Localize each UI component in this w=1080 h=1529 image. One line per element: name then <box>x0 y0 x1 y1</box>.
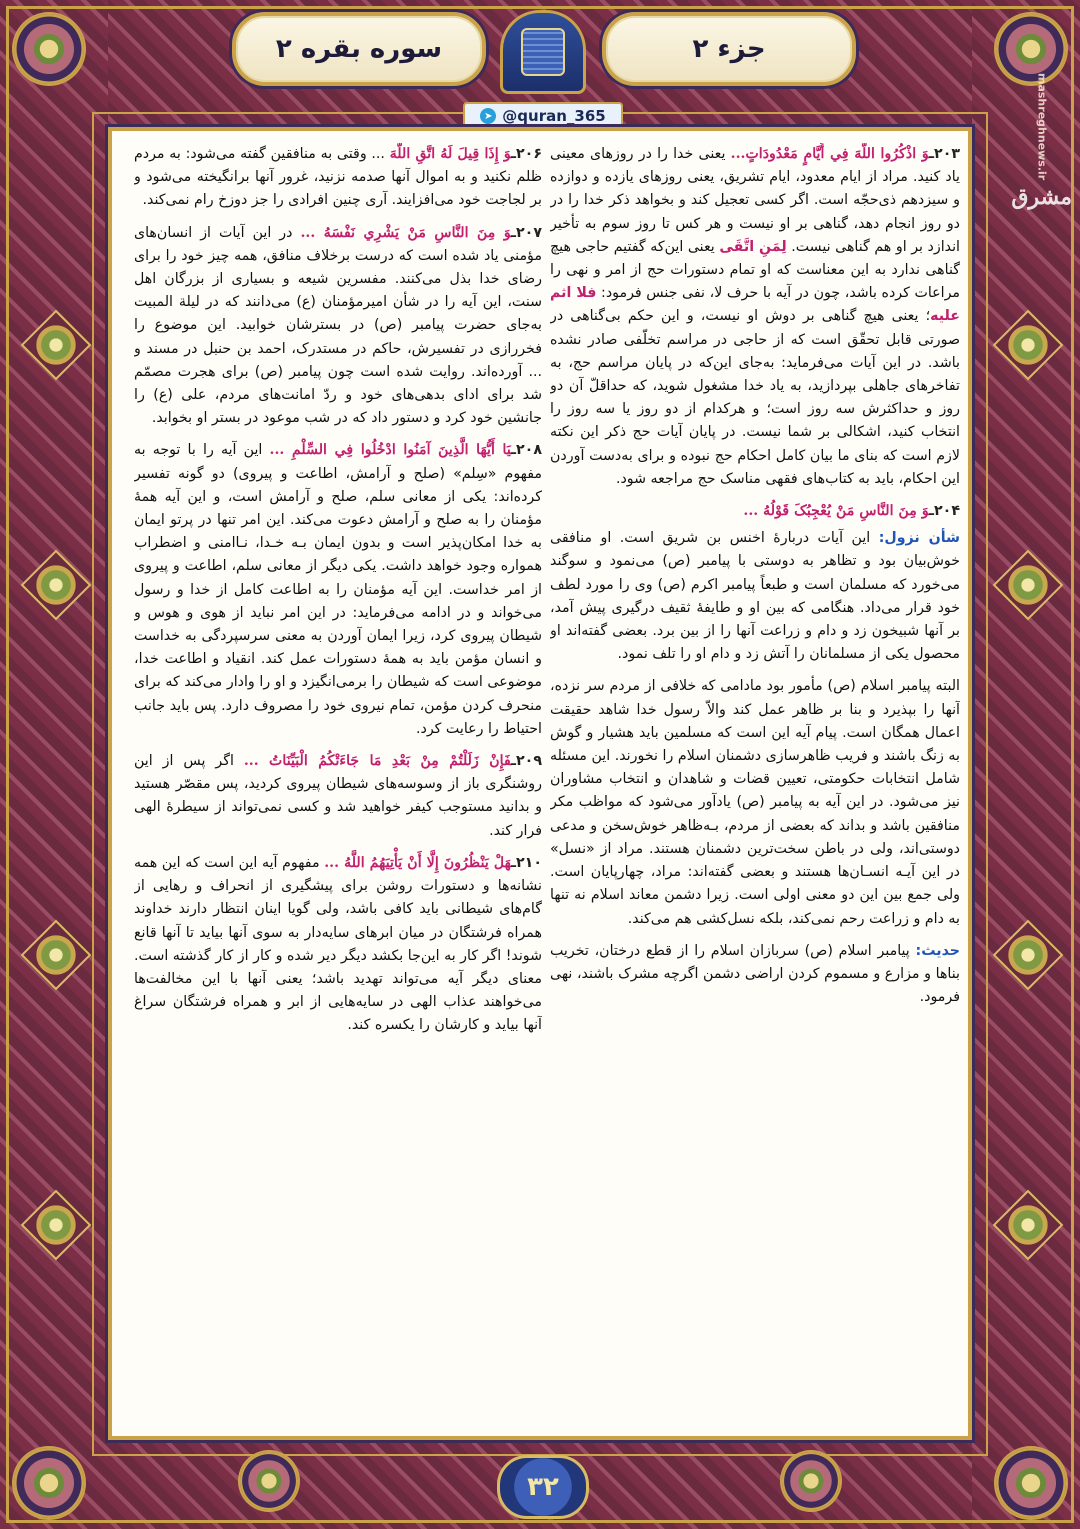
handle-text: @quran_365 <box>502 107 606 125</box>
commentary-206: ۲۰۶ـوَ إِذَا قِيلَ لَهُ اتَّقِ اللَّهَ ... وقتی به منافقین گفته می‌شود: به مردم ظلم نکنید و به اموال آنها صدمه نزنید، غرور آنها برانگیخته می‌شود و بر لجاجت خود می‌افزایند. آری چنین افرادی را جز دوزخ رام نمی‌کند. <box>134 146 542 209</box>
commentary-207: ۲۰۷ـوَ مِنَ النَّاسِ مَنْ يَشْرِي نَفْسَهُ ... در این آیات از انسان‌های مؤمنی یاد شده است که درست برخلاف منافق، همه چیز خود را برای رضای خدا بذل می‌کنند. مفسرین شیعه و بسیاری از بزرگان اهل سنت، این آیه را در شأن امیرمؤمنان (ع) می‌دانند که در لیلة المبیت به‌جای حضرت پیامبر (ص) در بسترشان خوابید. این موضوع را فخررازی در تفسیرش، حاکم در مستدرک، احمد بن حنبل در مسند و ... آورده‌اند. روایت شده است چون پیامبر (ص) برای هجرت مصمّم شد برای ادای بدهی‌های خود و ردّ امانت‌های مردم، علی (ع) را جانشین خود کرد و دستور داد که در شب موعود در بستر او بخوابد. <box>134 224 542 427</box>
commentary-208: ۲۰۸ـيَا أَيُّهَا الَّذِينَ آمَنُوا ادْخُلُوا فِي السِّلْمِ ... این آیه را با توجه به مفهوم «سِلم» (صلح و آرامش، اطاعت و پیروی) دو گونه تفسیر کرده‌اند: یکی از معانی سلم، صلح و آرامش است، و این آیه همهٔ مؤمنان را به صلح و آرامش دعوت می‌کند. این امر تنها در پرتو ایمان به خدا امکان‌پذیر است و بدون ایمان بـه خـدا، نـاامنی و اضطراب همواره وجود خواهد داشت. یکی دیگر از معانی سلم، اطاعت و پیروی از امر خداست. این آیه مؤمنان را به اطاعت کامل از خدا و رسول می‌خواند و در ادامه می‌فرماید: در این امر نباید از هوی و هوس و شیطان پیروی کرد، زیرا ایمان آوردن به معنی سرسپردگی به خداست و انسان مؤمن باید به همهٔ دستورات عمل کند. انقیاد و اطاعت خدا، موضوعی است که شیطان را برمی‌انگیزد و او را وادار می‌کند که برای منحرف کردن مؤمن، تمام نیروی خود را مصروف دارد. پس باید جانب احتیاط را رعایت کرد. <box>134 442 542 737</box>
ayah-quote: فلا اثم علیه <box>550 285 960 325</box>
commentary-210: ۲۱۰ـهَلْ يَنْظُرُونَ إِلَّا أَنْ يَأْتِيَهُمُ اللَّهُ ... مفهوم آیه این است که این همه نشانه‌ها و دستورات روشن برای پیشگیری از انحراف و رهایی از گام‌های شیطانی باید کافی باشد، ولی گویا اینان انتظار دارند خداوند همراه فرشتگان در میان ابرهای سایه‌دار به سوی آنها بیاید تا آنها قانع شوند! اگر کار به این‌جا بکشد دیگر دیر شده و کار از کار گذشته است. معنای دیگر آیه می‌تواند تهدید باشد؛ یعنی آنها با این مخالفت‌ها می‌خواهند عذاب الهی در سایه‌هایی از ابر و همراه فرشتگان سراغ آنها بیاید و کارشان را یکسره کند. <box>134 854 542 1034</box>
commentary-204-heading: ۲۰۴ـوَ مِنَ النَّاسِ مَنْ يُعْجِبُکَ قَوْلُهُ ... <box>743 503 960 520</box>
ayah-quote: وَ إِذَا قِيلَ لَهُ اتَّقِ اللَّهَ <box>389 146 512 162</box>
ayah-quote: وَ مِنَ النَّاسِ مَنْ يَشْرِي نَفْسَهُ ... <box>300 224 512 241</box>
telegram-icon: ➤ <box>480 108 496 124</box>
channel-handle[interactable] <box>463 102 623 130</box>
right-column <box>550 143 960 1423</box>
page-number-badge <box>497 1455 589 1519</box>
ayah-quote: هَلْ يَنْظُرُونَ إِلَّا أَنْ يَأْتِيَهُمُ اللَّهُ ... <box>324 854 512 871</box>
watermark-logo: مشرق <box>1011 184 1072 210</box>
hadith: حدیث: پیامبر اسلام (ص) سربازان اسلام را از قطع درختان، تخریب بناها و مزارع و مسموم کردن اراضی دشمن اگرچه مشرک باشند، نهی فرمود. <box>550 942 960 1006</box>
juz-label: جزء ۲ <box>692 34 766 64</box>
page-number: ۳۲ <box>527 1472 559 1502</box>
ornament-icon <box>240 1452 298 1510</box>
surah-cartouche <box>232 12 486 86</box>
ayah-quote: وَ اذْکُرُوا اللَّهَ فِي أَيَّامٍ مَعْدُودَاتٍ... <box>730 146 930 162</box>
ayah-quote: وَ مِنَ النَّاسِ مَنْ يُعْجِبُکَ قَوْلُهُ ... <box>743 503 930 520</box>
occasion-label: شأن نزول: <box>878 530 960 547</box>
ornament-icon <box>782 1452 840 1510</box>
watermark <box>1004 10 1072 210</box>
corner-medallion-icon <box>14 1448 84 1518</box>
commentary-204: شأن نزول: این آیات دربارهٔ اخنس بن شریق است. او منافقی خوش‌بیان بود و تظاهر به دوستی با پیامبر (ص) می‌نمود و سوگند می‌خورد که مسلمان است و طبعاً پیامبر اکرم (ص) وی را مورد لطف خود قرار می‌داد. هنگامی که بین او و طایفهٔ ثقیف درگیری پیش آمد، بر آنها شبیخون زد و دام و زراعت آنها را از بین برد. بعضی گفته‌اند او محصول یکی از مسلمانان را آتش زد و دام او را تلف نمود. <box>550 530 960 663</box>
calligraphy-emblem-icon <box>500 10 586 94</box>
ayah-quote: يَا أَيُّهَا الَّذِينَ آمَنُوا ادْخُلُوا فِي السِّلْمِ ... <box>269 442 512 459</box>
watermark-site: mashreghnews.ir <box>1035 72 1049 181</box>
corner-medallion-icon <box>996 1448 1066 1518</box>
juz-cartouche <box>602 12 856 86</box>
text-panel <box>108 127 972 1440</box>
commentary-204-continued: البته پیامبر اسلام (ص) مأمور بود مادامی که خلافی از مردم سر نزده، آنها را بپذیرد و بنا بر ظاهر عمل کند والاّ رسول خدا شاهد حقیقت اعمال همگان است. پیام آیه این است که مسلمین باید هشیار و گوش به زنگ باشند و فریب ظاهرسازی دشمنان اسلام را نخورند. این مسئله شامل انتخابات حکومتی، تعیین قضات و شاهدان و انتخاب مشاوران نیز می‌شود. در این آیه به پیامبر (ص) یادآور می‌شود که مواظب مکر منافقین باشد و بداند که بعضی از مردم، بـه‌ظاهر خوش‌سخن و مدعی دوستی‌اند، ولی در باطن سخت‌ترین دشمنان هستند. مراد از «نسل» در این آیـه انسـان‌ها هستند و بعضی گفته‌اند: مراد، چهارپایان است. ولی جمع بین این دو معنی اولی است. زیرا دشمن معاند اسلام نه تنها به دام و زراعت رحم نمی‌کند، بلکه نسل‌کشی هم می‌کند. <box>550 678 960 927</box>
hadith-label: حدیث: <box>915 942 960 959</box>
ayah-quote: فَإِنْ زَلَلْتُمْ مِنْ بَعْدِ مَا جَاءَتْکُمُ الْبَيِّنَاتُ ... <box>243 753 512 770</box>
commentary-203: ۲۰۳ـوَ اذْکُرُوا اللَّهَ فِي أَيَّامٍ مَعْدُودَاتٍ... یعنی خدا را در روزهای معینی یاد کنید. مراد از ایام معدود، ایام تشریق، یعنی روزهای یازده و دوازده و سیزدهم ذی‌حجّه است. اگر کسی تعجیل کند و بخواهد ذکر خدا را در دو روز انجام دهد، گناهی بر او نیست و هر کس تا روز سوم به تأخیر اندازد بر او هم گناهی نیست. لِمَنِ اتَّقَی یعنی این‌که گفتیم حاجی هیچ گناهی ندارد به این معناست که او تمام دستورات حج از امر و نهی را مراعات کرده باشد، چون در آیه با حرف لا، نفی جنس فرمود: فلا اثم علیه؛ یعنی هیچ گناهی بر دوش او نیست، و این حکم بی‌گناهی در صورتی قابل تحقّق است که از حاجی در مراسم تخلّفی صادر نشده باشد. در این آیات می‌فرماید: به‌جای این‌که در پایان مراسم حج، به تفاخرهای جاهلی بپردازید، به یاد خدا مشغول شوید، که حداقلّ آن دو روز و حداکثرش سه روز است؛ و هرکدام از دو روز یا سه روز را انتخاب کنید، اشکالی بر شما نیست. در پایان آیات حج ذکر این نکته لازم است که بنای ما بیان کامل احکام حج نبوده و برای به‌دست آوردن این احکام، باید به کتاب‌های فقهی مناسک حج مراجعه شود. <box>550 146 960 487</box>
commentary-209: ۲۰۹ـفَإِنْ زَلَلْتُمْ مِنْ بَعْدِ مَا جَاءَتْکُمُ الْبَيِّنَاتُ ... اگر پس از این روشنگری باز از وسوسه‌های شیطان پیروی کردید، پس مقصّر هستید و بدانید مستوجب کیفر خواهید شد و کسی نمی‌تواند از سیطرهٔ الهی فرار کند. <box>134 753 542 839</box>
ayah-quote: لِمَنِ اتَّقَی <box>719 238 787 255</box>
corner-medallion-icon <box>14 14 84 84</box>
surah-label: سوره بقره ۲ <box>275 34 443 64</box>
left-column <box>134 143 542 1423</box>
